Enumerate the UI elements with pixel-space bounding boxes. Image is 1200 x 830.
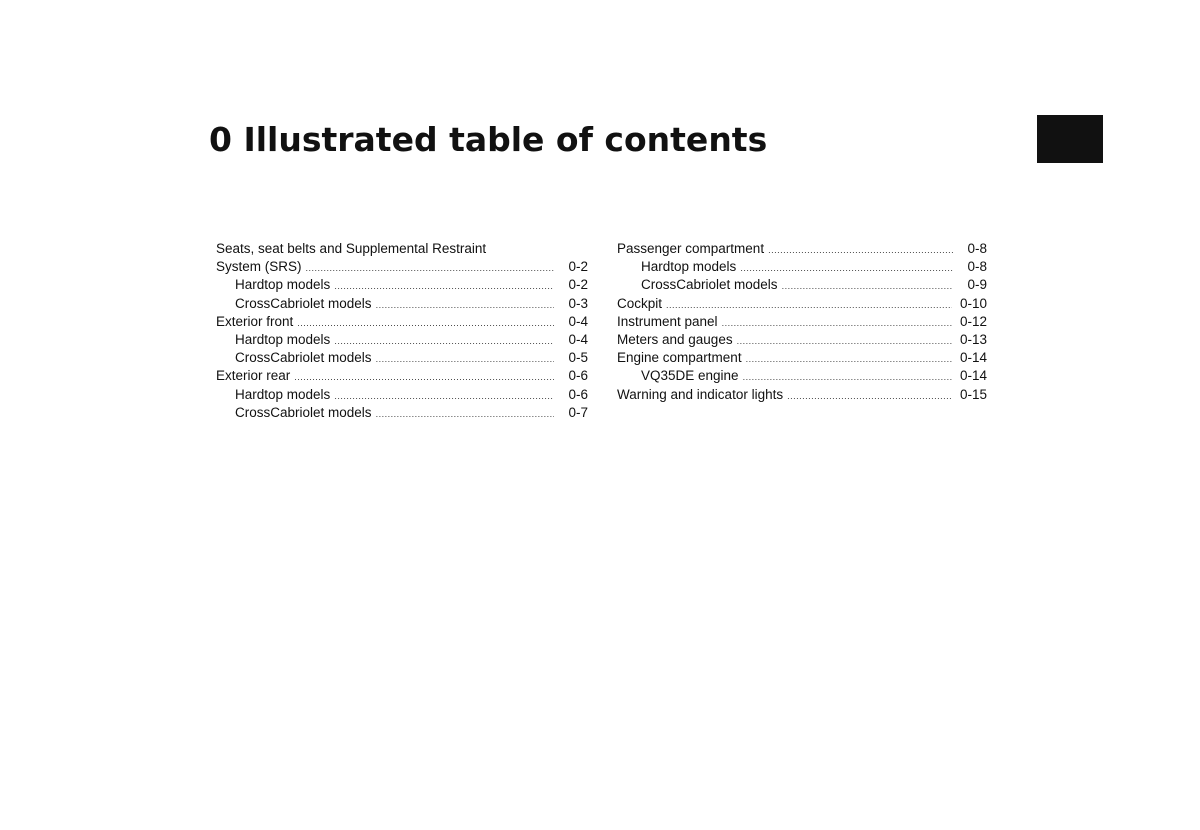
toc-subentry[interactable]: [216, 349, 588, 367]
toc-entry-page: 0-14: [959, 368, 987, 384]
toc-entry-page: 0-12: [959, 313, 987, 329]
toc-entry-title: Exterior front: [216, 313, 294, 329]
toc-entry[interactable]: [617, 240, 987, 258]
dot-leader: [376, 405, 554, 423]
toc-entry-title: Cockpit: [617, 295, 663, 311]
toc-entry[interactable]: [216, 367, 588, 385]
toc-entry-page: 0-3: [568, 295, 588, 311]
toc-entry-title: Meters and gauges: [617, 331, 733, 347]
toc-entry-title: CrossCabriolet models: [235, 350, 372, 366]
toc-entry-title: Instrument panel: [617, 313, 718, 329]
toc-entry-page: 0-8: [967, 259, 987, 275]
toc-entry-page: 0-6: [568, 386, 588, 402]
toc-entry[interactable]: [617, 386, 987, 404]
toc-left-column: [216, 240, 588, 422]
toc-entry[interactable]: [216, 313, 588, 331]
toc-subentry[interactable]: [617, 258, 987, 276]
toc-entry[interactable]: [617, 313, 987, 331]
toc-entry-page: 0-10: [959, 295, 987, 311]
toc-entry-page: 0-14: [959, 350, 987, 366]
toc-entry-title: System (SRS): [216, 259, 302, 275]
toc-entry-title: VQ35DE engine: [641, 368, 739, 384]
dot-leader: [334, 387, 554, 405]
dot-leader: [782, 277, 953, 295]
dot-leader: [768, 241, 953, 259]
dot-leader: [294, 368, 554, 386]
dot-leader: [334, 277, 554, 295]
toc-subentry[interactable]: [617, 367, 987, 385]
dot-leader: [722, 314, 952, 332]
toc-right-column: [617, 240, 987, 404]
toc-subentry[interactable]: [216, 295, 588, 313]
toc-entry[interactable]: [617, 295, 987, 313]
toc-entry-page: 0-9: [967, 277, 987, 293]
toc-entry-page: 0-4: [568, 331, 588, 347]
toc-entry-title: Exterior rear: [216, 368, 291, 384]
toc-entry-page: 0-6: [568, 368, 588, 384]
toc-entry-page: 0-5: [568, 350, 588, 366]
toc-subentry[interactable]: [216, 404, 588, 422]
toc-entry[interactable]: [216, 258, 588, 276]
toc-subentry[interactable]: [216, 331, 588, 349]
toc-entry-title: Hardtop models: [641, 259, 737, 275]
toc-entry-title: Hardtop models: [235, 386, 331, 402]
dot-leader: [743, 368, 952, 386]
toc-entry-title: Engine compartment: [617, 350, 742, 366]
chapter-tab: [1037, 115, 1103, 163]
page-title: 0 Illustrated table of contents: [209, 120, 768, 159]
toc-subentry[interactable]: [216, 276, 588, 294]
toc-entry-title: Warning and indicator lights: [617, 386, 784, 402]
dot-leader: [737, 332, 952, 350]
toc-subentry[interactable]: [216, 386, 588, 404]
dot-leader: [740, 259, 953, 277]
dot-leader: [306, 259, 554, 277]
toc-entry-page: 0-2: [568, 277, 588, 293]
toc-entry[interactable]: [617, 349, 987, 367]
toc-entry-heading: Seats, seat belts and Supplemental Restraint: [216, 241, 487, 256]
toc-entry-title: Passenger compartment: [617, 241, 765, 256]
dot-leader: [746, 350, 952, 368]
toc-entry-title: CrossCabriolet models: [235, 295, 372, 311]
dot-leader: [297, 314, 554, 332]
dot-leader: [376, 350, 554, 368]
toc-entry-page: 0-8: [967, 241, 987, 256]
toc-entry-title: CrossCabriolet models: [235, 404, 372, 420]
dot-leader: [376, 296, 554, 314]
dot-leader: [787, 387, 952, 405]
dot-leader: [334, 332, 554, 350]
toc-entry-title: CrossCabriolet models: [641, 277, 778, 293]
toc-entry-title: Hardtop models: [235, 331, 331, 347]
dot-leader: [666, 296, 952, 314]
toc-entry-page: 0-15: [959, 386, 987, 402]
toc-subentry[interactable]: [617, 276, 987, 294]
toc-entry-page: 0-13: [959, 331, 987, 347]
toc-entry-page: 0-2: [568, 259, 588, 275]
toc-entry-title: Hardtop models: [235, 277, 331, 293]
toc-entry-page: 0-4: [568, 313, 588, 329]
toc-entry-page: 0-7: [568, 404, 588, 420]
toc-entry[interactable]: [617, 331, 987, 349]
